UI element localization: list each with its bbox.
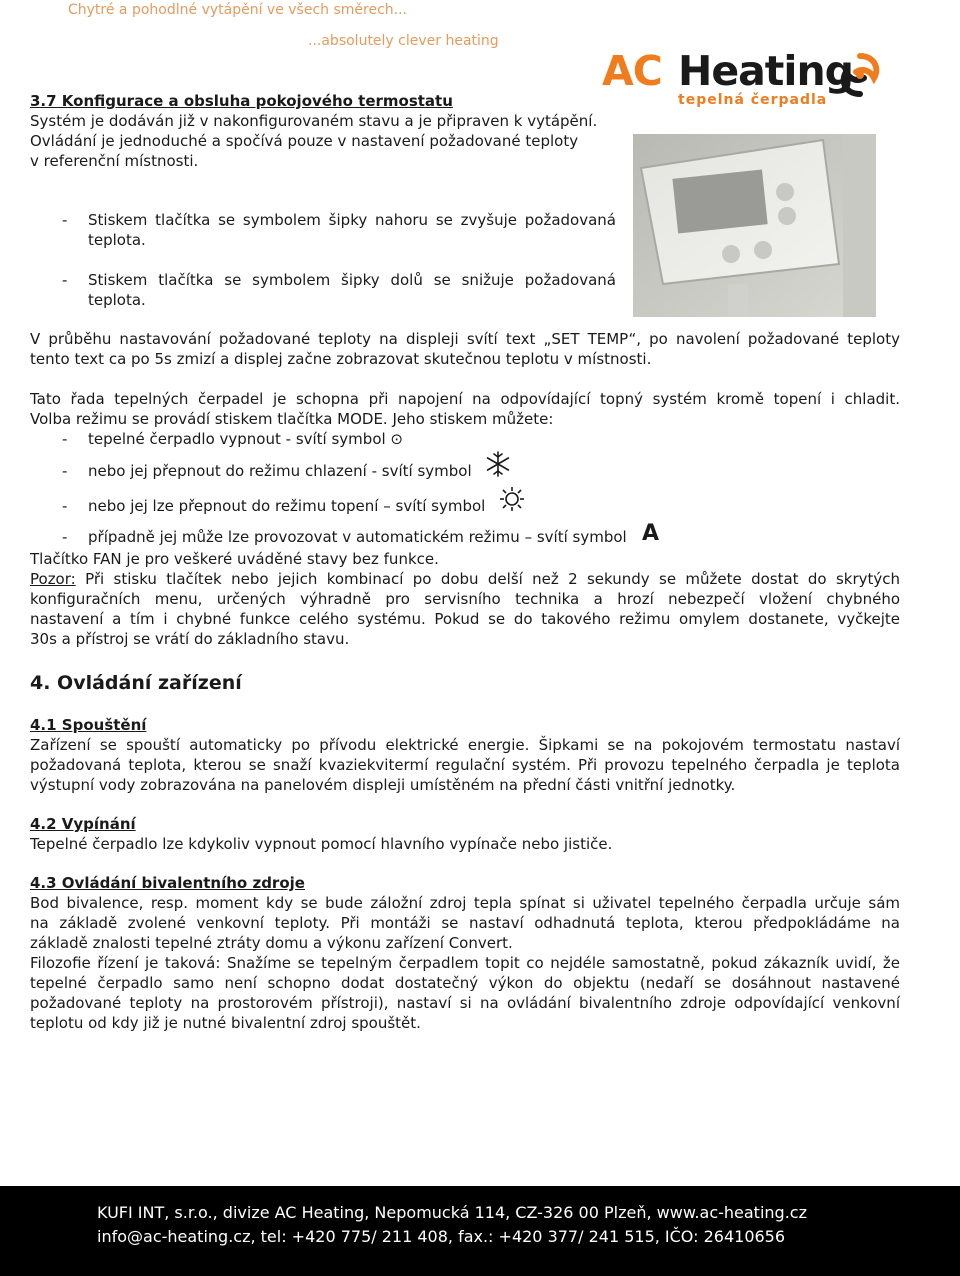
s42-line: Tepelné čerpadlo lze kdykoliv vypnout pomocí hlavního vypínače nebo jističe. (30, 835, 613, 853)
warning-line-4: 30s a přístroj se vrátí do základního stavu. (30, 630, 350, 648)
mode-dash: - (62, 528, 68, 546)
logo-heating: Heating (678, 47, 853, 95)
thermostat-photo (633, 134, 876, 317)
snowflake-icon (484, 450, 512, 478)
auto-symbol: A (642, 521, 660, 546)
s41-line-3: výstupní vody zobrazována na panelovém displeji umístěném na přední části vnitřní jednotky. (30, 776, 736, 794)
section-4-1-title: 4.1 Spouštění (30, 716, 147, 734)
s43-line-1: Bod bivalence, resp. moment kdy se bude záložní zdroj tepla spínat si uživatel tepelného čerpadla určuje sám (30, 894, 900, 912)
footer (0, 1186, 960, 1276)
mode-dash: - (62, 462, 68, 480)
intro-line-2: Ovládání je jednoduché a spočívá pouze v nastavení požadované teploty (30, 132, 579, 150)
footer-contacts: info@ac-heating.cz, tel: +420 775/ 211 408, fax.: +420 377/ 241 515, IČO: 26410656 (97, 1227, 786, 1246)
warning-text-1: Při stisku tlačítek nebo jejich kombinací po dobu delší než 2 sekundy se můžete dostat do skrytých (85, 570, 900, 588)
s43b-line-2: tepelné čerpadlo samo není schopno dodat dostatečný výkon do objektu (nedaří se dosáhnout nastavené (30, 974, 900, 992)
intro-line-1: Systém je dodáván již v nakonfigurovaném stavu a je připraven k vytápění. (30, 112, 598, 130)
mode-line-1: Tato řada tepelných čerpadel je schopna při napojení na odpovídající topný systém kromě topení i chladit. (30, 390, 900, 408)
mode-off-line: tepelné čerpadlo vypnout - svítí symbol ⊙ (88, 430, 403, 448)
s43b-line-4: teplotu od kdy již je nutné bivalentní zdroj spouštět. (30, 1014, 421, 1032)
mode-heat-line: nebo jej lze přepnout do režimu topení – svítí symbol (88, 497, 486, 515)
header-tagline-cz: Chytré a pohodlné vytápění ve všech směrech... (68, 2, 408, 18)
logo-swirl-icon (834, 50, 886, 100)
bullet-up-line-1: Stiskem tlačítka se symbolem šipky nahoru se zvyšuje požadovaná (88, 211, 616, 229)
section-3-7-title: 3.7 Konfigurace a obsluha pokojového termostatu (30, 92, 453, 110)
logo-ac: AC (602, 47, 662, 95)
s43-line-2: na základě zvolené venkovní teploty. Při montáži se nastaví odhadnutá teplota, kterou předpokládáme na (30, 914, 900, 932)
s43b-line-3: požadované teploty na prostorovém přístroji), nastaví si na ovládání bivalentního zdroje odpovídající venkovní (30, 994, 900, 1012)
mode-auto-line: případně jej může lze provozovat v automatickém režimu – svítí symbol (88, 528, 627, 546)
bullet-down-line-1: Stiskem tlačítka se symbolem šipky dolů se snižuje požadovaná (88, 271, 616, 289)
mode-line-2: Volba režimu se provádí stiskem tlačítka MODE. Jeho stiskem můžete: (30, 410, 554, 428)
s41-line-1: Zařízení se spouští automaticky po přívodu elektrické energie. Šipkami se na pokojovém termostatu nastaví (30, 736, 900, 754)
footer-address: KUFI INT, s.r.o., divize AC Heating, Nepomucká 114, CZ-326 00 Plzeň, www.ac-heating.cz (97, 1203, 807, 1222)
mode-dash: - (62, 430, 68, 448)
ac-heating-logo (602, 48, 892, 114)
s41-line-2: požadovaná teplota, kterou se snaží kvaziekvitermí regulační systém. Při provozu tepelného čerpadla je teplota (30, 756, 900, 774)
warning-line-3: nastavení a tím i chybné funkce celého systému. Pokud se do takového režimu omylem dostanete, vyčkejte (30, 610, 900, 628)
mode-dash: - (62, 497, 68, 515)
header-tagline-en: ...absolutely clever heating (308, 33, 499, 49)
sun-icon (498, 486, 526, 512)
s43b-line-1: Filozofie řízení je taková: Snažíme se tepelným čerpadlem topit co nejdéle samostatně, pokud zákazník uvidí, že (30, 954, 900, 972)
logo-subtitle: tepelná čerpadla (678, 92, 828, 108)
settemp-line-2: tento text ca po 5s zmizí a displej začne zobrazovat skutečnou teplotu v místnosti. (30, 350, 652, 368)
warning-line-2: konfiguračních menu, určených výhradně pro servisního technika a hrozí nebezpečí vložení chybného (30, 590, 900, 608)
section-4-2-title: 4.2 Vypínání (30, 815, 136, 833)
fan-line: Tlačítko FAN je pro veškeré uváděné stavy bez funkce. (30, 550, 439, 568)
section-4-title: 4. Ovládání zařízení (30, 672, 242, 694)
warning-line-1 (30, 569, 900, 589)
mode-cool-line: nebo jej přepnout do režimu chlazení - svítí symbol (88, 462, 472, 480)
s43-line-3: základě znalosti tepelné ztráty domu a výkonu zařízení Convert. (30, 934, 513, 952)
bullet-up-line-2: teplota. (88, 231, 146, 249)
section-4-3-title: 4.3 Ovládání bivalentního zdroje (30, 874, 305, 892)
bullet-dash: - (62, 211, 68, 229)
intro-line-3: v referenční místnosti. (30, 152, 199, 170)
warning-label: Pozor: (30, 570, 76, 588)
bullet-down-line-2: teplota. (88, 291, 146, 309)
bullet-dash: - (62, 271, 68, 289)
settemp-line-1: V průběhu nastavování požadované teploty na displeji svítí text „SET TEMP“, po navolení požadované teploty (30, 330, 900, 348)
